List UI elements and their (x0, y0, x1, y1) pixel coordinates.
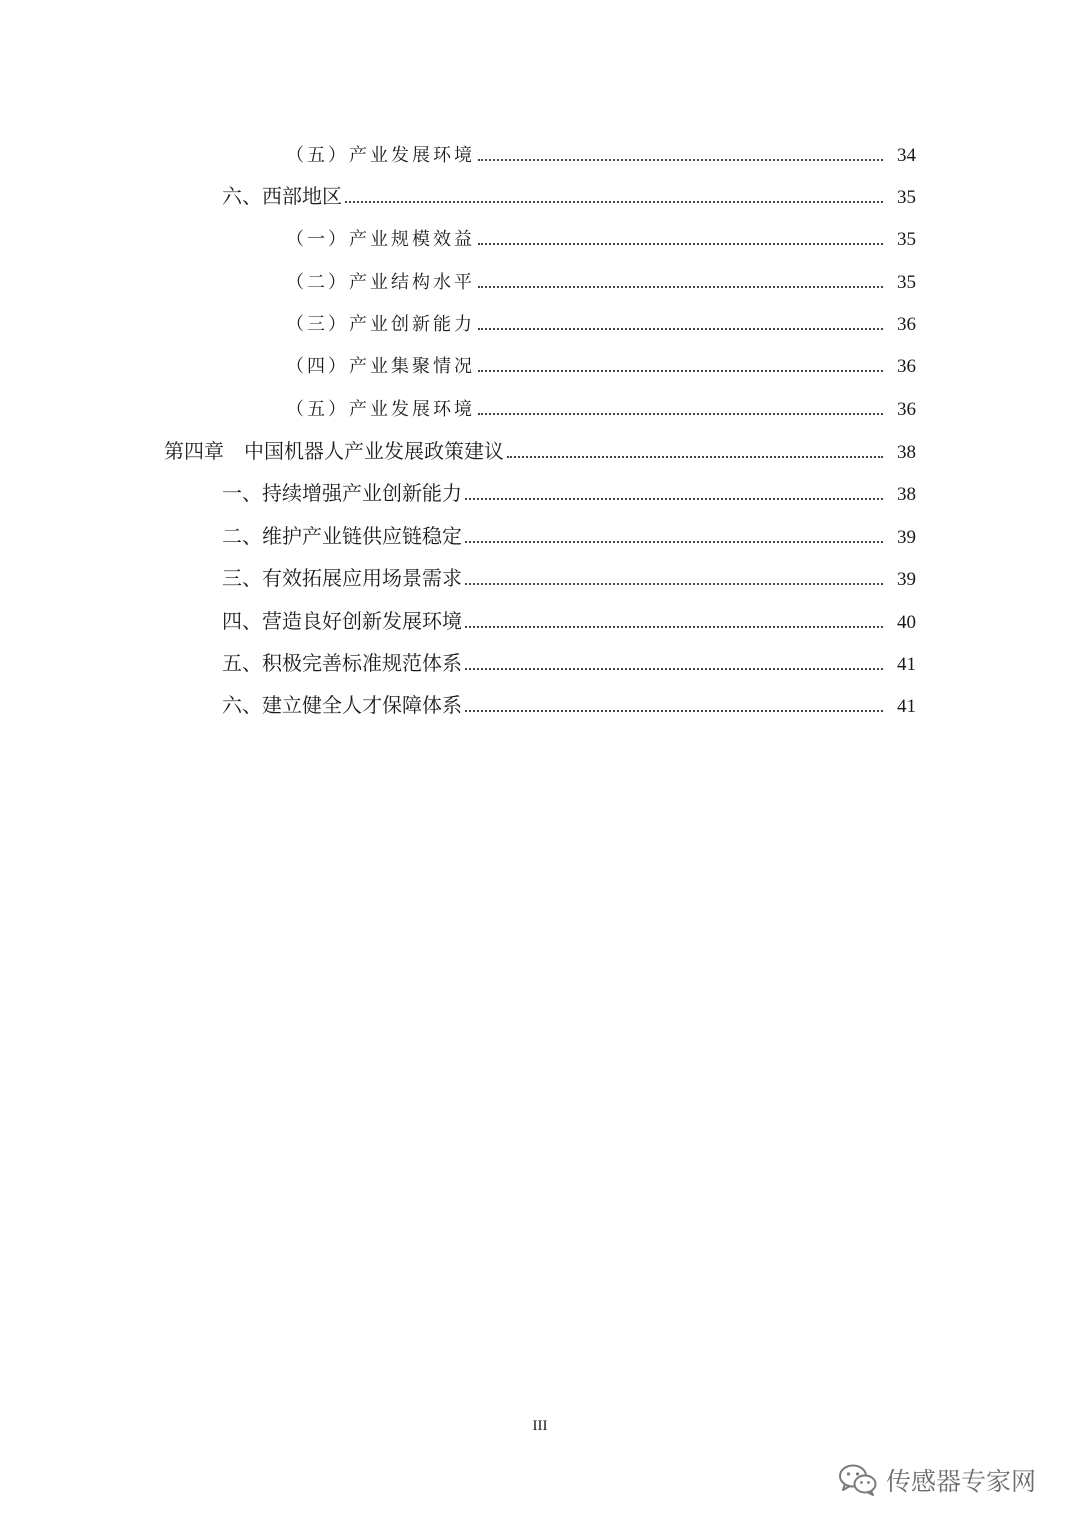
toc-leader-dots (478, 370, 883, 372)
toc-entry[interactable] (0, 221, 1080, 251)
toc-entry-label: 第四章 中国机器人产业发展政策建议 (164, 439, 504, 463)
toc-page-number: 36 (897, 314, 916, 335)
toc-page-number: 39 (897, 569, 916, 590)
toc-page-number: 36 (897, 399, 916, 420)
toc-leader-dots (478, 286, 883, 288)
toc-leader-dots (465, 541, 883, 543)
toc-page-number: 35 (897, 187, 916, 208)
toc-leader-dots (478, 413, 883, 415)
toc-entry-label: （五）产业发展环境 (286, 145, 475, 166)
toc-entry-label: 三、有效拓展应用场景需求 (222, 566, 462, 590)
toc-leader-dots (478, 243, 883, 245)
toc-entry-label: 六、西部地区 (222, 184, 342, 208)
toc-leader-dots (507, 456, 883, 458)
toc-entry-label: （三）产业创新能力 (286, 314, 475, 335)
toc-page-number: 41 (897, 654, 916, 675)
toc-entry-label: （四）产业集聚情况 (286, 356, 475, 377)
toc-leader-dots (478, 159, 883, 161)
page-number: III (532, 1418, 548, 1434)
toc-page-number: 39 (897, 527, 916, 548)
toc-entry[interactable] (0, 179, 1080, 209)
toc-page-number: 35 (897, 229, 916, 250)
toc-entry[interactable] (0, 561, 1080, 591)
toc-entry-label: （二）产业结构水平 (286, 272, 475, 293)
toc-chapter-entry[interactable] (0, 434, 1080, 464)
toc-leader-dots (345, 201, 883, 203)
toc-entry-label: 六、建立健全人才保障体系 (222, 693, 462, 717)
toc-page-number: 38 (897, 442, 916, 463)
toc-entry[interactable] (0, 519, 1080, 549)
toc-leader-dots (478, 328, 883, 330)
toc-entry-label: 一、持续增强产业创新能力 (222, 481, 462, 505)
toc-entry-label: （一）产业规模效益 (286, 229, 475, 250)
toc-leader-dots (465, 710, 883, 712)
watermark-text: 传感器专家网 (886, 1467, 1037, 1496)
toc-entry[interactable] (0, 264, 1080, 294)
toc-page-number: 38 (897, 484, 916, 505)
toc-page-number: 35 (897, 272, 916, 293)
toc-entry-label: （五）产业发展环境 (286, 399, 475, 420)
toc-entry[interactable] (0, 306, 1080, 336)
watermark (838, 1458, 1036, 1502)
wechat-icon (838, 1463, 878, 1497)
toc-page-number: 36 (897, 356, 916, 377)
toc-entry[interactable] (0, 646, 1080, 676)
toc-entry[interactable] (0, 137, 1080, 167)
toc-entry-label: 四、营造良好创新发展环境 (222, 609, 462, 633)
toc-entry-label: 五、积极完善标准规范体系 (222, 651, 462, 675)
toc-entry[interactable] (0, 348, 1080, 378)
toc-leader-dots (465, 626, 883, 628)
toc-entry[interactable] (0, 688, 1080, 718)
toc-page-number: 34 (897, 145, 916, 166)
toc-page-number: 41 (897, 696, 916, 717)
toc-entry[interactable] (0, 391, 1080, 421)
toc-entry[interactable] (0, 476, 1080, 506)
toc-leader-dots (465, 498, 883, 500)
toc-leader-dots (465, 668, 883, 670)
toc-leader-dots (465, 583, 883, 585)
toc-entry-label: 二、维护产业链供应链稳定 (222, 524, 462, 548)
toc-entry[interactable] (0, 604, 1080, 634)
toc-page-number: 40 (897, 612, 916, 633)
